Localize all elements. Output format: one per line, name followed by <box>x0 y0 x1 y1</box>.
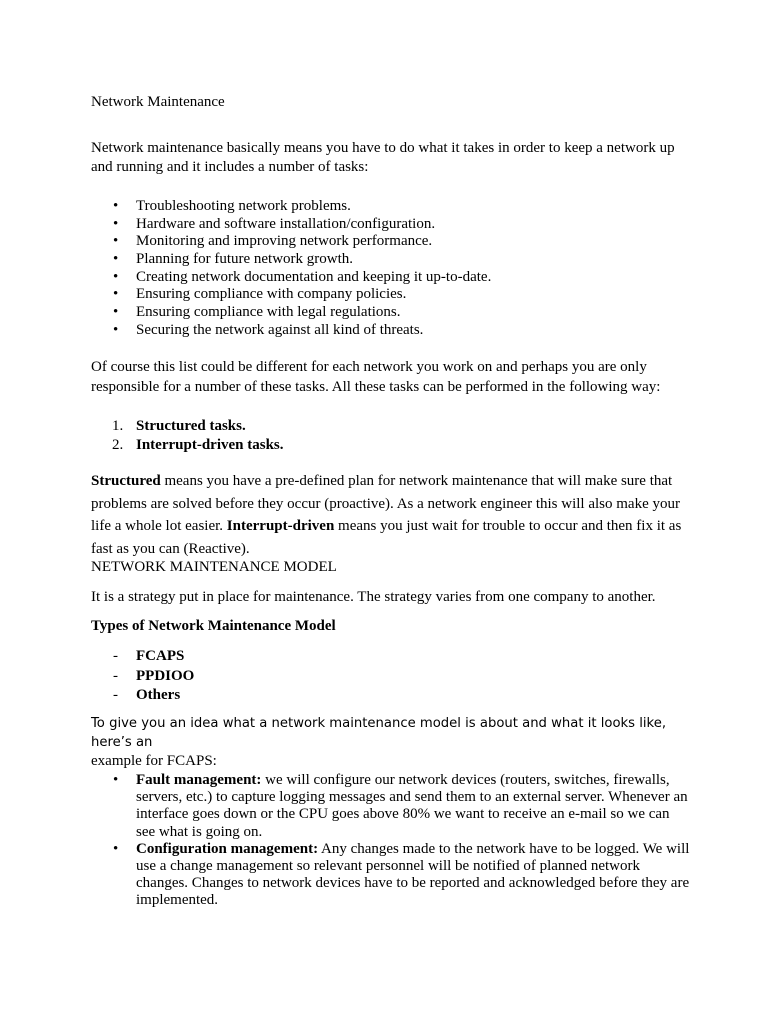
list-number: 1. <box>112 418 124 434</box>
fcaps-text: Any changes made to the network have to be logged. We will use a change management so relevant personnel will be notified of planned network changes. Changes to network devices have to be reported and acknowledged before they are implemented. <box>136 840 690 909</box>
document-title: Network Maintenance <box>91 94 225 110</box>
task-text: Ensuring compliance with company policies. <box>136 286 407 303</box>
list-item <box>91 417 691 436</box>
list-item <box>91 269 691 287</box>
example-intro-lead: To give you an idea what a network maintenance model is about and what it looks like, here’s an <box>91 716 667 750</box>
list-item <box>91 772 691 841</box>
bullet-icon: • <box>113 198 119 214</box>
list-item <box>91 286 691 304</box>
task-text: Planning for future network growth. <box>136 251 354 268</box>
bullet-icon: • <box>113 251 119 268</box>
dash-icon: - <box>113 648 118 664</box>
dash-icon: - <box>113 687 118 703</box>
fcaps-text: we will configure our network devices (routers, switches, firewalls, servers, etc.) to capture logging messages and send them to an external server. Whenever an interface goes down or the CPU goes above 80% we want to receive an e-mail so we can see what is going on. <box>136 772 688 840</box>
task-text: Troubleshooting network problems. <box>136 198 351 214</box>
list-item <box>91 322 691 340</box>
list-item <box>91 436 691 455</box>
list-item <box>91 686 691 706</box>
bullet-icon: • <box>113 304 119 321</box>
model-type: PPDIOO <box>136 667 195 684</box>
dash-icon: - <box>113 667 118 684</box>
bullet-icon: • <box>113 840 119 857</box>
model-types-list <box>91 647 691 706</box>
bullet-icon: • <box>113 772 119 788</box>
scope-paragraph: Of course this list could be different for each network you work on and perhaps you are only responsible for a number of these tasks. All these tasks can be performed in the following way: <box>91 359 661 395</box>
definitions-paragraph <box>91 470 683 560</box>
tasks-list <box>91 198 691 340</box>
way-label: Interrupt-driven tasks. <box>136 436 284 453</box>
term-interrupt-driven: Interrupt-driven <box>226 518 335 534</box>
types-heading: Types of Network Maintenance Model <box>91 618 336 634</box>
list-item <box>91 647 691 667</box>
bullet-icon: • <box>113 286 119 303</box>
list-item <box>91 841 691 910</box>
list-item <box>91 216 691 234</box>
list-item <box>91 251 691 269</box>
example-intro-tail: example for FCAPS: <box>91 753 217 769</box>
intro-paragraph: Network maintenance basically means you have to do what it takes in order to keep a network up and running and it includes a number of tasks: <box>91 140 675 175</box>
ways-list <box>91 417 691 454</box>
fcaps-term: Configuration management: <box>136 840 319 857</box>
model-type: FCAPS <box>136 648 185 664</box>
fcaps-list <box>91 772 691 910</box>
list-number: 2. <box>112 436 124 453</box>
example-intro-paragraph <box>91 714 691 771</box>
term-structured: Structured <box>91 473 161 489</box>
model-description: It is a strategy put in place for maintenance. The strategy varies from one company to another. <box>91 589 656 605</box>
bullet-icon: • <box>113 215 119 232</box>
definition-text: means you have a pre-defined plan for network maintenance that will make sure that problems are solved before they occur (proactive). As a network engineer this will also make your life a whole lot easier. <box>91 473 680 534</box>
way-label: Structured tasks. <box>136 418 246 434</box>
task-text: Monitoring and improving network performance. <box>136 233 433 250</box>
task-text: Securing the network against all kind of threats. <box>136 321 424 338</box>
bullet-icon: • <box>113 268 119 285</box>
section-heading: NETWORK MAINTENANCE MODEL <box>91 559 337 575</box>
list-item <box>91 198 691 216</box>
bullet-icon: • <box>113 233 119 250</box>
list-item <box>91 233 691 251</box>
task-text: Hardware and software installation/configuration. <box>136 215 436 232</box>
fcaps-term: Fault management: <box>136 772 262 788</box>
list-item <box>91 667 691 687</box>
task-text: Creating network documentation and keeping it up-to-date. <box>136 268 492 285</box>
model-type: Others <box>136 687 181 703</box>
definition-text: means you just wait for trouble to occur and then fix it as fast as you can (Reactive). <box>91 518 682 557</box>
bullet-icon: • <box>113 321 119 338</box>
task-text: Ensuring compliance with legal regulations. <box>136 304 401 321</box>
list-item <box>91 304 691 322</box>
